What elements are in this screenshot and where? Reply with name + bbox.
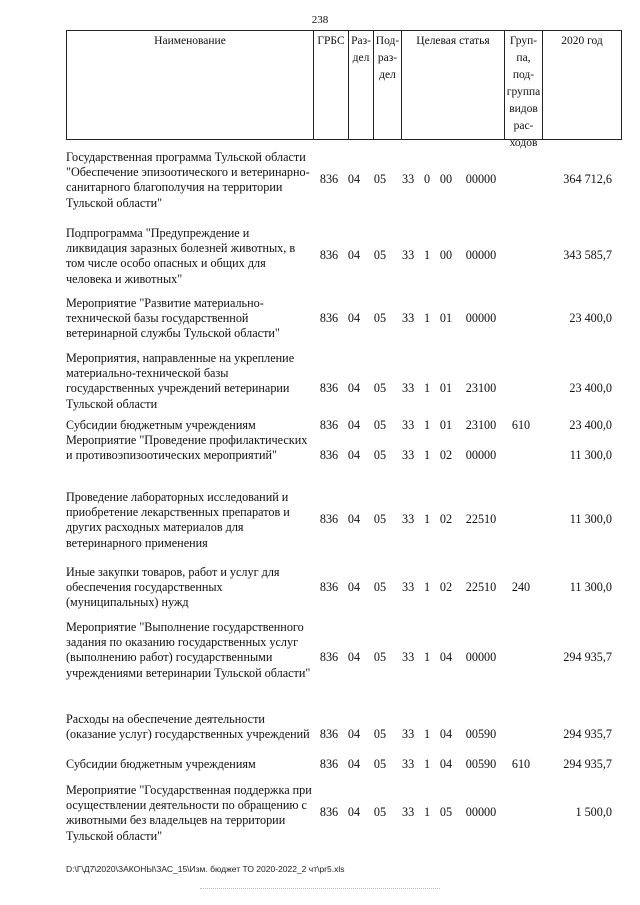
cell-subprogram: 1 (423, 727, 431, 741)
cell-measure: 00 (439, 248, 453, 262)
cell-podrazdel: 05 (373, 172, 387, 186)
cell-razdel: 04 (347, 381, 361, 395)
cell-direction-code: 00000 (465, 650, 497, 664)
cell-amount-2020: 294 935,7 (563, 650, 612, 664)
cell-razdel: 04 (347, 418, 361, 432)
cell-program: 33 (402, 248, 415, 262)
cell-program: 33 (402, 805, 415, 819)
cell-direction-code: 23100 (465, 381, 497, 395)
cell-direction-code: 22510 (465, 512, 497, 526)
cell-grbs: 836 (319, 512, 339, 526)
cell-measure: 02 (439, 580, 453, 594)
cell-razdel: 04 (347, 311, 361, 325)
cell-program: 33 (402, 448, 415, 462)
cell-direction-code: 00590 (465, 727, 497, 741)
cell-amount-2020: 294 935,7 (563, 727, 612, 741)
cell-amount-2020: 23 400,0 (569, 311, 612, 325)
cell-measure: 00 (439, 172, 453, 186)
cell-subprogram: 1 (423, 580, 431, 594)
cell-grbs: 836 (319, 805, 339, 819)
cell-podrazdel: 05 (373, 805, 387, 819)
header-razdel: Раз- дел (349, 31, 374, 139)
cell-podrazdel: 05 (373, 580, 387, 594)
header-grbs: ГРБС (314, 31, 349, 139)
file-path-footer: D:\Г\Д7\2020\ЗАКОНЫ\ЗАС_15\Изм. бюджет ТО 2020-2022_2 чт\pr5.xls (66, 864, 345, 874)
cell-measure: 01 (439, 418, 453, 432)
cell-grbs: 836 (319, 248, 339, 262)
cell-program: 33 (402, 650, 415, 664)
cell-direction-code: 00590 (465, 757, 497, 771)
cell-amount-2020: 23 400,0 (569, 381, 612, 395)
cell-podrazdel: 05 (373, 381, 387, 395)
row-name: Мероприятие "Выполнение государственного задания по оказанию государственных услуг (выполнению работ) государственными учреждениями ветеринарии Тульской области" (66, 620, 311, 680)
cell-measure: 01 (439, 381, 453, 395)
cell-amount-2020: 11 300,0 (569, 512, 612, 526)
row-name: Субсидии бюджетным учреждениям (66, 418, 256, 432)
cell-direction-code: 00000 (465, 172, 497, 186)
cell-podrazdel: 05 (373, 757, 387, 771)
cell-program: 33 (402, 172, 415, 186)
page-number: 238 (311, 14, 329, 26)
row-name: Расходы на обеспечение деятельности (оказание услуг) государственных учреждений (66, 712, 310, 742)
cell-podrazdel: 05 (373, 311, 387, 325)
cell-amount-2020: 11 300,0 (569, 580, 612, 594)
row-name: Мероприятия, направленные на укрепление материально-технической базы государственных учреждений ветеринарии Тульской области (66, 351, 295, 411)
cell-podrazdel: 05 (373, 248, 387, 262)
cell-grbs: 836 (319, 727, 339, 741)
cell-amount-2020: 11 300,0 (569, 448, 612, 462)
cell-grbs: 836 (319, 418, 339, 432)
cell-razdel: 04 (347, 512, 361, 526)
cell-program: 33 (402, 512, 415, 526)
cell-razdel: 04 (347, 727, 361, 741)
cell-amount-2020: 294 935,7 (563, 757, 612, 771)
header-name: Наименование (67, 31, 314, 139)
cell-amount-2020: 23 400,0 (569, 418, 612, 432)
cell-direction-code: 00000 (465, 311, 497, 325)
cell-subprogram: 1 (423, 418, 431, 432)
cell-expense-type: 610 (511, 418, 531, 432)
cell-amount-2020: 343 585,7 (563, 248, 612, 262)
row-name: Мероприятие "Проведение профилактических и противоэпизоотических мероприятий" (66, 433, 308, 463)
cell-podrazdel: 05 (373, 727, 387, 741)
cell-subprogram: 1 (423, 650, 431, 664)
cell-grbs: 836 (319, 311, 339, 325)
cell-grbs: 836 (319, 580, 339, 594)
header-expense-group: Груп- па, под- группа видов рас- ходов (505, 31, 543, 139)
cell-amount-2020: 1 500,0 (575, 805, 612, 819)
cell-grbs: 836 (319, 650, 339, 664)
cell-expense-type: 610 (511, 757, 531, 771)
cell-grbs: 836 (319, 448, 339, 462)
cell-subprogram: 1 (423, 448, 431, 462)
cell-amount-2020: 364 712,6 (563, 172, 612, 186)
cell-subprogram: 1 (423, 381, 431, 395)
cell-razdel: 04 (347, 805, 361, 819)
row-name: Субсидии бюджетным учреждениям (66, 757, 256, 771)
cell-subprogram: 1 (423, 311, 431, 325)
header-target-article: Целевая статья (402, 31, 505, 139)
cell-subprogram: 0 (423, 172, 431, 186)
cell-program: 33 (402, 381, 415, 395)
cell-direction-code: 22510 (465, 580, 497, 594)
cell-podrazdel: 05 (373, 512, 387, 526)
cell-program: 33 (402, 418, 415, 432)
cell-direction-code: 23100 (465, 418, 497, 432)
cell-razdel: 04 (347, 757, 361, 771)
cell-razdel: 04 (347, 248, 361, 262)
cell-podrazdel: 05 (373, 418, 387, 432)
cell-direction-code: 00000 (465, 448, 497, 462)
cell-podrazdel: 05 (373, 448, 387, 462)
cell-expense-type: 240 (511, 580, 531, 594)
header-year-2020: 2020 год (561, 35, 603, 47)
row-name: Подпрограмма "Предупреждение и ликвидация заразных болезней животных, в том числе особо опасных и общих для человека и животных" (66, 226, 296, 286)
cell-subprogram: 1 (423, 248, 431, 262)
cell-grbs: 836 (319, 172, 339, 186)
cell-program: 33 (402, 311, 415, 325)
row-name: Иные закупки товаров, работ и услуг для обеспечения государственных (муниципальных) нужд (66, 565, 280, 610)
cell-podrazdel: 05 (373, 650, 387, 664)
cell-measure: 01 (439, 311, 453, 325)
cell-measure: 05 (439, 805, 453, 819)
header-podrazdel: Под- раз- дел (374, 31, 402, 139)
footer-divider (200, 888, 440, 889)
row-name: Государственная программа Тульской области "Обеспечение эпизоотического и ветеринарно-санитарного благополучия на территории Тульской области" (66, 150, 310, 210)
table-header (66, 30, 622, 149)
cell-grbs: 836 (319, 381, 339, 395)
cell-measure: 04 (439, 727, 453, 741)
cell-razdel: 04 (347, 580, 361, 594)
cell-razdel: 04 (347, 448, 361, 462)
cell-program: 33 (402, 727, 415, 741)
cell-measure: 04 (439, 757, 453, 771)
cell-direction-code: 00000 (465, 248, 497, 262)
cell-direction-code: 00000 (465, 805, 497, 819)
row-name: Проведение лабораторных исследований и приобретение лекарственных препаратов и других расходных материалов для ветеринарного применения (66, 490, 290, 550)
cell-program: 33 (402, 580, 415, 594)
cell-subprogram: 1 (423, 805, 431, 819)
cell-subprogram: 1 (423, 757, 431, 771)
cell-razdel: 04 (347, 172, 361, 186)
cell-grbs: 836 (319, 757, 339, 771)
cell-program: 33 (402, 757, 415, 771)
cell-measure: 02 (439, 512, 453, 526)
cell-subprogram: 1 (423, 512, 431, 526)
row-name: Мероприятие "Развитие материально-технической базы государственной ветеринарной службы Тульской области" (66, 296, 280, 341)
row-name: Мероприятие "Государственная поддержка при осуществлении деятельности по обращению с животными без владельцев на территории Тульской области" (66, 783, 312, 843)
cell-razdel: 04 (347, 650, 361, 664)
cell-measure: 02 (439, 448, 453, 462)
cell-measure: 04 (439, 650, 453, 664)
